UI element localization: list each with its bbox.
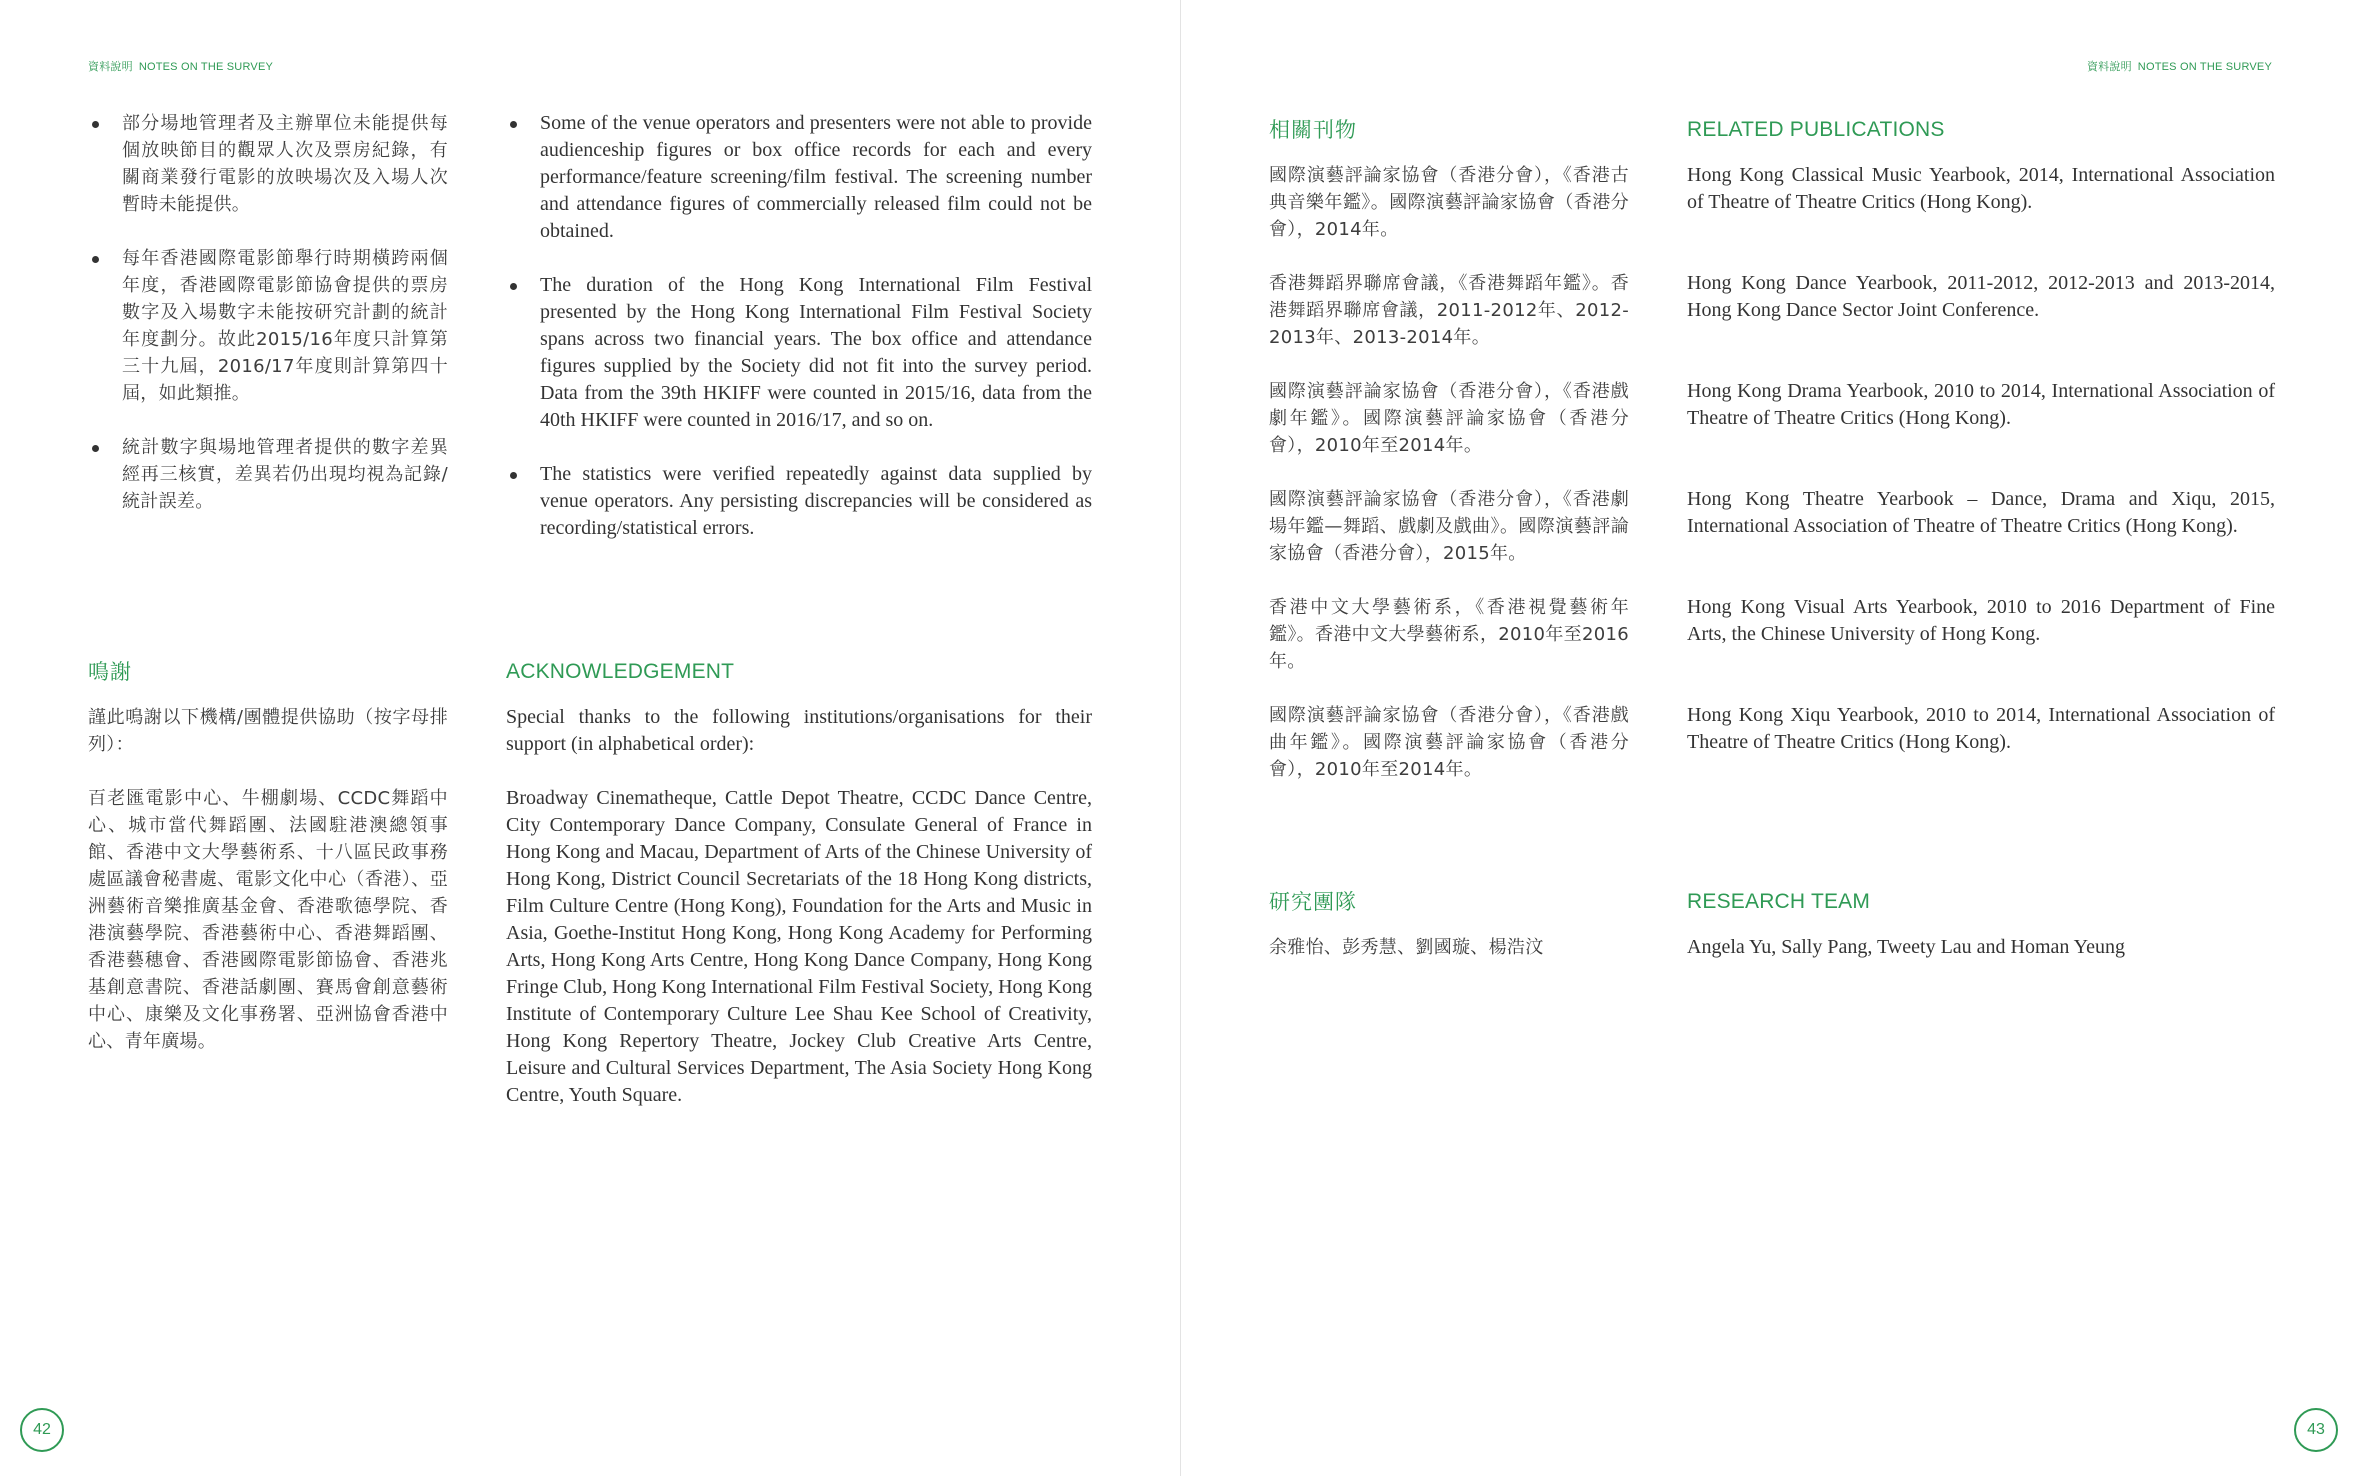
note-zh-item: 每年香港國際電影節舉行時期橫跨兩個年度，香港國際電影節協會提供的票房數字及入場數字未能按研究計劃的統計年度劃分。故此2015/16年度只計算第三十九屆，2016/17年度則計算第四十屆，如此類推。 — [88, 245, 448, 407]
notes-en-list — [506, 110, 1092, 542]
ack-list-zh: 百老匯電影中心、牛棚劇場、CCDC舞蹈中心、城市當代舞蹈團、法國駐港澳總領事館、香港中文大學藝術系、十八區民政事務處區議會秘書處、電影文化中心（香港）、亞洲藝術音樂推廣基金會、香港歌德學院、香港演藝學院、香港藝術中心、香港舞蹈團、香港藝穗會、香港國際電影節協會、香港兆基創意書院、香港話劇團、賽馬會創意藝術中心、康樂及文化事務署、亞洲協會香港中心、青年廣場。 — [88, 788, 448, 1052]
note-en-item: Some of the venue operators and presenters were not able to provide audienceship figures or box office records for each and every performance/feature screening/film festival. The screening number and attendance figures of commercially released film could not be obtained. — [506, 110, 1092, 245]
team-members-zh: 余雅怡、彭秀慧、劉國璇、楊浩汶 — [1269, 937, 1544, 958]
note-zh-item: 部分場地管理者及主辦單位未能提供每個放映節目的觀眾人次及票房紀錄，有關商業發行電影的放映場次及入場人次暫時未能提供。 — [88, 110, 448, 218]
ack-zh-column — [88, 658, 448, 1055]
publication-zh-item: 香港舞蹈界聯席會議，《香港舞蹈年鑑》。香港舞蹈界聯席會議，2011-2012年、2012-2013年、2013-2014年。 — [1269, 273, 1629, 348]
note-en-item: The duration of the Hong Kong International Film Festival presented by the Hong Kong International Film Festival Society spans across two financial years. The box office and attendance figures supplied by the Society did not fit into the survey period. Data from the 39th HKIFF were counted in 2015/16, data from the 40th HKIFF were counted in 2016/17, and so on. — [506, 272, 1092, 434]
publication-en-item: Hong Kong Theatre Yearbook – Dance, Drama and Xiqu, 2015, International Association of Theatre of Theatre Critics (Hong Kong). — [1687, 488, 2275, 537]
note-en-item: The statistics were verified repeatedly against data supplied by venue operators. Any persisting discrepancies will be considered as recording/statistical errors. — [506, 461, 1092, 542]
publication-en-item: Hong Kong Drama Yearbook, 2010 to 2014, International Association of Theatre of Theatre Critics (Hong Kong). — [1687, 380, 2275, 429]
publication-zh-item: 國際演藝評論家協會（香港分會），《香港古典音樂年鑑》。國際演藝評論家協會（香港分會），2014年。 — [1269, 165, 1629, 240]
publication-zh-item: 國際演藝評論家協會（香港分會），《香港戲曲年鑑》。國際演藝評論家協會（香港分會），2010年至2014年。 — [1269, 705, 1629, 780]
publication-en-item: Hong Kong Dance Yearbook, 2011-2012, 2012-2013 and 2013-2014, Hong Kong Dance Sector Joint Conference. — [1687, 272, 2275, 321]
ack-intro-zh: 謹此鳴謝以下機構/團體提供協助（按字母排列）： — [88, 707, 448, 755]
publications-en-column — [1687, 116, 2275, 810]
ack-heading-zh: 鳴謝 — [88, 660, 132, 684]
right-page — [1181, 0, 2362, 1476]
publications-heading-en: RELATED PUBLICATIONS — [1687, 118, 1945, 141]
team-members-en: Angela Yu, Sally Pang, Tweety Lau and Homan Yeung — [1687, 936, 2125, 958]
notes-zh-column — [88, 110, 448, 542]
publications-en-list — [1687, 162, 2275, 756]
publication-zh-item: 國際演藝評論家協會（香港分會），《香港劇場年鑑—舞蹈、戲劇及戲曲》。國際演藝評論家協會（香港分會），2015年。 — [1269, 489, 1629, 564]
publication-en-item: Hong Kong Visual Arts Yearbook, 2010 to 2016 Department of Fine Arts, the Chinese University of Hong Kong. — [1687, 596, 2275, 645]
publications-zh-list — [1269, 162, 1629, 783]
notes-en-column — [506, 110, 1092, 569]
team-heading-en: RESEARCH TEAM — [1687, 890, 1871, 913]
ack-intro-en: Special thanks to the following institutions/organisations for their support (in alphabetical order): — [506, 706, 1092, 755]
page-number-right: 43 — [2294, 1408, 2338, 1452]
publications-heading-zh: 相關刊物 — [1269, 118, 1357, 142]
team-zh-column — [1269, 888, 1629, 961]
publication-en-item: Hong Kong Classical Music Yearbook, 2014, International Association of Theatre of Theatre Critics (Hong Kong). — [1687, 164, 2275, 213]
note-zh-item: 統計數字與場地管理者提供的數字差異經再三核實，差異若仍出現均視為記錄/統計誤差。 — [88, 434, 448, 515]
publication-en-item: Hong Kong Xiqu Yearbook, 2010 to 2014, International Association of Theatre of Theatre Critics (Hong Kong). — [1687, 704, 2275, 753]
team-en-column — [1687, 888, 2275, 961]
ack-en-column — [506, 658, 1092, 1109]
running-head-zh: 資料說明 — [2086, 60, 2132, 73]
running-head-left — [88, 58, 273, 74]
ack-heading-en: ACKNOWLEDGEMENT — [506, 660, 735, 683]
publications-zh-column — [1269, 116, 1629, 810]
publication-zh-item: 國際演藝評論家協會（香港分會），《香港戲劇年鑑》。國際演藝評論家協會（香港分會），2010年至2014年。 — [1269, 381, 1629, 456]
running-head-en: NOTES ON THE SURVEY — [138, 61, 274, 73]
running-head-zh: 資料說明 — [88, 60, 133, 73]
team-heading-zh: 研究團隊 — [1269, 890, 1357, 914]
ack-list-en: Broadway Cinematheque, Cattle Depot Theatre, CCDC Dance Centre, City Contemporary Dance Company, Consulate General of France in Hong Kong and Macau, Department of Arts of the Chinese University of Hong Kong, District Council Secretariats of the 18 Hong Kong districts, Film Culture Centre (Hong Kong), Foundation for the Arts and Music in Asia, Goethe-Institut Hong Kong, Hong Kong Academy for Performing Arts, Hong Kong Arts Centre, Hong Kong Dance Company, Hong Kong Fringe Club, Hong Kong International Film Festival Society, Hong Kong Institute of Contemporary Culture Lee Shau Kee School of Creativity, Hong Kong Repertory Theatre, Jockey Club Creative Arts Centre, Leisure and Cultural Services Department, The Asia Society Hong Kong Centre, Youth Square. — [506, 787, 1092, 1106]
running-head-right — [2087, 58, 2272, 74]
notes-zh-list — [88, 110, 448, 515]
running-head-en: NOTES ON THE SURVEY — [2137, 61, 2272, 73]
publication-zh-item: 香港中文大學藝術系，《香港視覺藝術年鑑》。香港中文大學藝術系，2010年至2016年。 — [1269, 597, 1629, 672]
page-number-left: 42 — [20, 1408, 64, 1452]
